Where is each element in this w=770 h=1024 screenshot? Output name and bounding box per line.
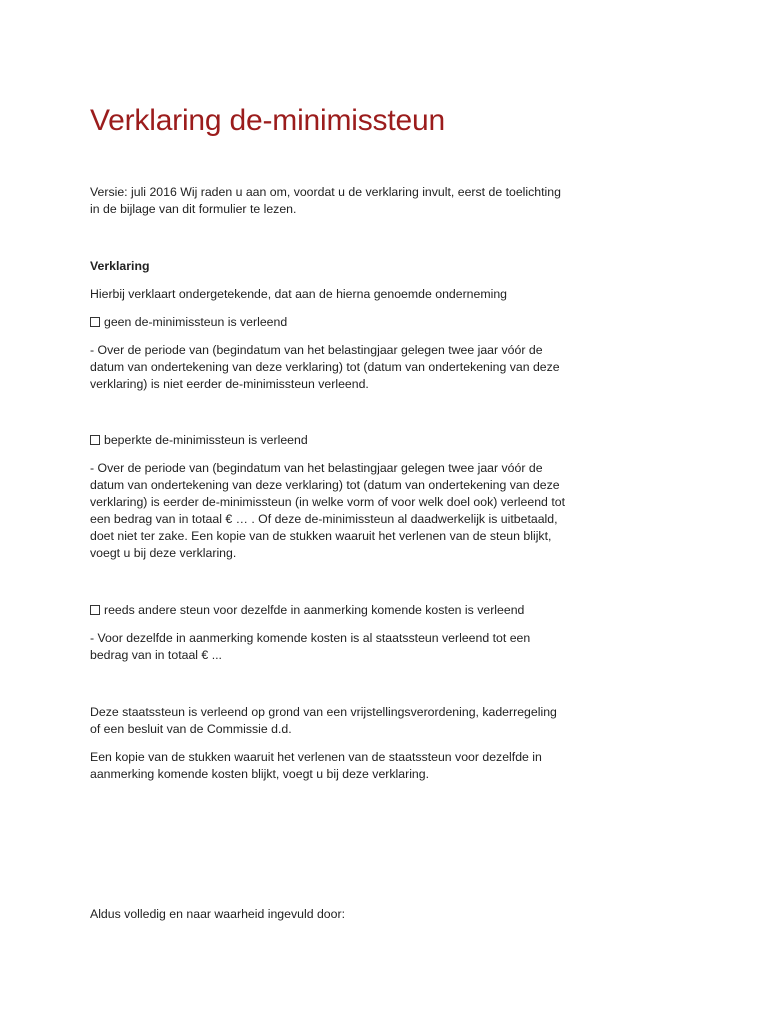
option-no-aid-label: geen de-minimissteun is verleend bbox=[104, 315, 288, 329]
option-limited-aid-description: - Over de periode van (begindatum van het belastingjaar gelegen twee jaar vóór de datum van ondertekening van deze verklaring) tot (datum van ondertekening van deze verklaring) is eerder de-minimissteun (in welke vorm of voor welk doel ook) verleend tot een bedrag van in totaal € … . Of deze de-minimissteun al daadwerkelijk is uitbetaald, doet niet ter zake. Een kopie van de stukken waaruit het verlenen van de steun blijkt, voegt u bij deze verklaring. bbox=[90, 461, 565, 560]
option-no-aid-description: - Over de periode van (begindatum van het belastingjaar gelegen twee jaar vóór de datum van ondertekening van deze verklaring) tot (datum van ondertekening van deze verklaring) is niet eerder de-minimissteun verleend. bbox=[90, 343, 560, 391]
option-other-aid-description: - Voor dezelfde in aanmerking komende kosten is al staatssteun verleend tot een bedrag van in totaal € ... bbox=[90, 631, 531, 662]
aid-basis-paragraph: Deze staatssteun is verleend op grond van een vrijstellingsverordening, kaderregeling of een besluit van de Commissie d.d. bbox=[90, 705, 557, 736]
copy-instruction-paragraph: Een kopie van de stukken waaruit het verlenen van de staatssteun voor dezelfde in aanmerking komende kosten blijkt, voegt u bij deze verklaring. bbox=[90, 750, 542, 781]
section-heading: Verklaring bbox=[90, 259, 150, 273]
option-limited-aid bbox=[90, 432, 565, 449]
option-no-aid bbox=[90, 314, 565, 331]
statement-paragraph: Hierbij verklaart ondergetekende, dat aan de hierna genoemde onderneming bbox=[90, 287, 508, 301]
intro-paragraph: Versie: juli 2016 Wij raden u aan om, voordat u de verklaring invult, eerst de toelichting in de bijlage van dit formulier te lezen. bbox=[90, 185, 561, 216]
option-no-aid-checkbox[interactable] bbox=[90, 317, 100, 327]
closing-statement: Aldus volledig en naar waarheid ingevuld door: bbox=[90, 907, 345, 921]
option-limited-aid-label: beperkte de-minimissteun is verleend bbox=[104, 433, 308, 447]
option-other-aid-label: reeds andere steun voor dezelfde in aanmerking komende kosten is verleend bbox=[104, 603, 525, 617]
option-other-aid-checkbox[interactable] bbox=[90, 605, 100, 615]
option-limited-aid-checkbox[interactable] bbox=[90, 435, 100, 445]
option-other-aid bbox=[90, 602, 565, 619]
document-title: Verklaring de-minimissteun bbox=[90, 104, 445, 137]
